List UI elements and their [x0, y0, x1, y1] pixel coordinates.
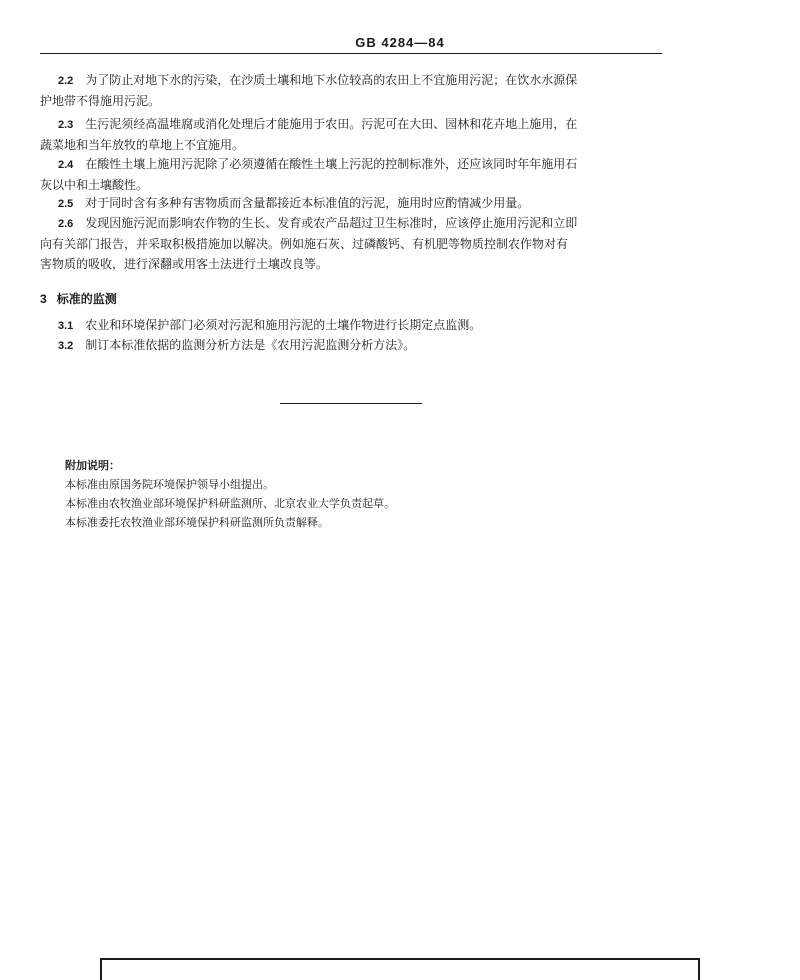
- header-rule: [40, 53, 662, 54]
- notes-line: 本标准委托农牧渔业部环境保护科研监测所负责解释。: [65, 516, 329, 529]
- bottom-frame-box: [100, 958, 700, 980]
- section-title: 标准的监测: [56, 292, 117, 306]
- clause-text-line: 灰以中和土壤酸性。: [40, 178, 149, 192]
- notes-title: 附加说明：: [65, 459, 120, 472]
- clause-number: 3.1: [58, 320, 74, 332]
- clause-3-1: [58, 315, 662, 336]
- clause-text-line: 制订本标准依据的监测分析方法是《农用污泥监测分析方法》。: [85, 338, 416, 352]
- clause-2-3: [40, 114, 662, 155]
- clause-text-line: 向有关部门报告，并采取积极措施加以解决。例如施石灰、过磷酸钙、有机肥等物质控制农作物对有: [40, 237, 569, 251]
- clause-text-line: 农业和环境保护部门必须对污泥和施用污泥的土壤作物进行长期定点监测。: [85, 318, 482, 332]
- clause-3-2: [58, 335, 662, 356]
- section-3-heading: [40, 290, 117, 307]
- clause-2-4: [40, 154, 662, 195]
- clause-2-6: [40, 213, 662, 274]
- clause-text-line: 对于同时含有多种有害物质而含量都接近本标准值的污泥，施用时应酌情减少用量。: [85, 196, 530, 210]
- clause-text-line: 在酸性土壤上施用污泥除了必须遵循在酸性土壤上污泥的控制标准外，还应该同时年年施用石: [85, 157, 578, 171]
- section-number: 3: [40, 292, 47, 306]
- clause-text-line: 生污泥须经高温堆腐或消化处理后才能施用于农田。污泥可在大田、园林和花卉地上施用，在: [85, 117, 578, 131]
- clause-number: 2.3: [58, 119, 74, 131]
- clause-number: 2.2: [58, 75, 74, 87]
- clause-number: 3.2: [58, 340, 74, 352]
- clause-text-line: 为了防止对地下水的污染，在沙质土壤和地下水位较高的农田上不宜施用污泥；在饮水水源保: [85, 73, 578, 87]
- additional-notes: [65, 456, 395, 532]
- clause-number: 2.4: [58, 159, 74, 171]
- clause-text-line: 害物质的吸收，进行深翻或用客土法进行土壤改良等。: [40, 257, 329, 271]
- clause-text-line: 护地带不得施用污泥。: [40, 94, 161, 108]
- notes-line: 本标准由原国务院环境保护领导小组提出。: [65, 478, 274, 491]
- clause-2-2: [40, 70, 662, 111]
- clause-number: 2.6: [58, 218, 74, 230]
- standard-number-header: GB 4284—84: [355, 35, 445, 50]
- clause-2-5: [58, 193, 662, 214]
- end-of-text-rule: [280, 403, 422, 404]
- clause-number: 2.5: [58, 198, 74, 210]
- clause-text-line: 蔬菜地和当年放牧的草地上不宜施用。: [40, 138, 245, 152]
- notes-line: 本标准由农牧渔业部环境保护科研监测所、北京农业大学负责起草。: [65, 497, 395, 510]
- clause-text-line: 发现因施污泥而影响农作物的生长、发育或农产品超过卫生标准时，应该停止施用污泥和立即: [85, 216, 578, 230]
